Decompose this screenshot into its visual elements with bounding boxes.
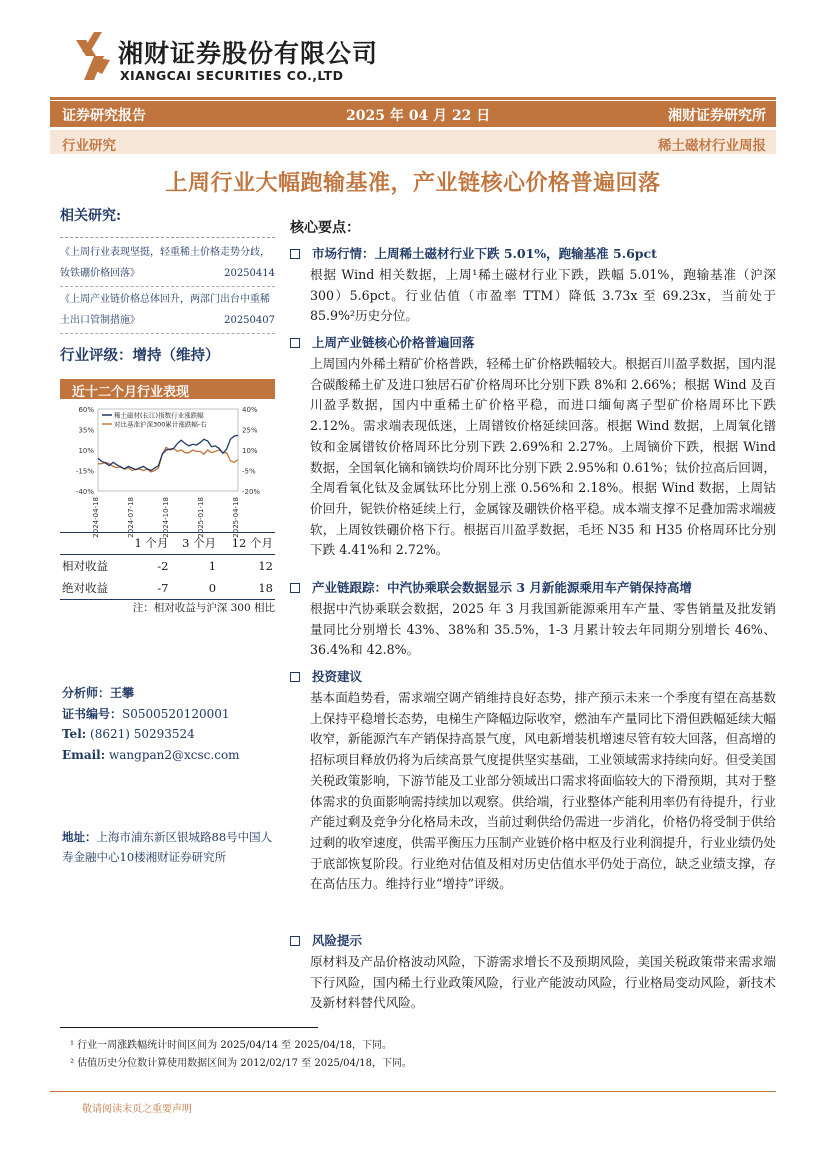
cert-number: S0500520120001	[122, 706, 230, 721]
y-left-tick-label: -15%	[75, 467, 94, 476]
performance-table	[60, 532, 275, 600]
table-cell: -2	[157, 559, 169, 573]
table-cell: 18	[218, 577, 275, 600]
legend-label-benchmark: 对比基准沪深300累计涨跌幅-右	[114, 420, 207, 429]
company-name-cn: 湘财证券股份有限公司	[118, 39, 379, 68]
y-left-tick-label: -40%	[75, 488, 94, 496]
y-left-tick-label: 60%	[78, 406, 94, 414]
footnote-rule	[60, 1027, 318, 1028]
checkbox-icon	[290, 672, 300, 682]
email-label: Email:	[62, 747, 106, 762]
cert-label: 证书编号：	[62, 706, 123, 721]
y-left-tick-label: 35%	[78, 426, 94, 435]
institute-name: 湘财证券研究所	[668, 108, 766, 124]
y-right-tick-label: -5%	[242, 467, 256, 476]
checkbox-icon	[290, 338, 300, 348]
address-label: 地址：	[62, 830, 97, 844]
x-tick-label: 2025-01-18	[197, 497, 205, 538]
y-right-tick-label: 40%	[242, 406, 258, 414]
report-series: 稀土磁材行业周报	[658, 138, 766, 154]
email-address[interactable]: wangpan2@xcsc.com	[109, 747, 240, 762]
table-note: 注：相对收益与沪深 300 相比	[132, 602, 275, 614]
table-cell-label: 绝对收益	[60, 577, 123, 600]
related-item[interactable]	[60, 289, 275, 331]
industry-rating: 行业评级：增持（维持）	[60, 347, 220, 364]
related-item-date: 20250407	[224, 315, 275, 326]
research-category: 行业研究	[62, 138, 116, 154]
footnote: ¹ 行业一周涨跌幅统计时间区间为 2025/04/14 至 2025/04/18，下同。	[70, 1040, 392, 1051]
y-right-tick-label: -20%	[242, 488, 261, 496]
series-line-benchmark	[98, 447, 238, 472]
table-header-row	[60, 533, 275, 555]
y-right-tick-label: 25%	[242, 426, 258, 435]
header-rule	[50, 97, 776, 100]
related-item-date: 20250414	[224, 268, 275, 279]
table-cell: 1	[208, 559, 217, 573]
x-tick-label: 2024-07-18	[127, 497, 135, 538]
report-type: 证券研究报告	[62, 108, 146, 124]
legend-label-industry: 稀土磁材(长江)指数行业涨跌幅	[114, 411, 204, 420]
analyst-info	[62, 683, 277, 765]
related-research-heading: 相关研究:	[60, 208, 122, 224]
analyst-label: 分析师：	[62, 686, 111, 700]
chart-title: 近十二个月行业表现	[60, 379, 275, 399]
table-header-cell: 12 个月	[218, 533, 275, 555]
chart-canvas	[60, 401, 275, 549]
table-cell: -7	[123, 577, 171, 600]
related-item-title: 《上周行业表现坚挺，轻重稀土价格走势分歧，钕铁硼价格回落》	[60, 247, 270, 279]
related-research	[60, 205, 275, 334]
section-body: 根据 Wind 相关数据，上周¹稀土磁材行业下跌，跌幅 5.01%，跑输基准（沪深 300）5.6pct。行业估值（市盈率 TTM）降低 3.73x 至 69.23x，当前处于 85.9%²历史分位。	[310, 267, 776, 324]
company-name-en: XIANGCAI SECURITIES CO.,LTD	[120, 68, 344, 83]
performance-chart	[60, 379, 275, 549]
y-left-tick-label: 10%	[78, 447, 94, 455]
address-block	[62, 828, 277, 867]
footer-rule	[50, 1091, 776, 1092]
footnote: ² 估值历史分位数计算使用数据区间为 2012/02/17 至 2025/04/18，下同。	[70, 1058, 412, 1069]
table-header-cell: 3 个月	[170, 533, 218, 555]
related-item[interactable]	[60, 242, 275, 284]
header-band	[50, 101, 776, 127]
address-text: 上海市浦东新区银城路88号中国人寿金融中心10楼湘财证券研究所	[62, 830, 273, 864]
section-heading: 上周产业链核心价格普遍回落	[290, 333, 475, 351]
table-row	[60, 555, 275, 578]
y-right-tick-label: 10%	[242, 447, 258, 455]
table-header-cell	[60, 533, 123, 555]
section-body: 原材料及产品价格波动风险，下游需求增长不及预期风险，美国关税政策带来需求端下行风险，国内稀土行业政策风险，行业产能波动风险，行业格局变动风险，新技术及新材料替代风险。	[310, 954, 776, 1011]
section-heading: 投资建议	[290, 667, 362, 685]
table-cell: 12	[258, 559, 273, 573]
x-tick-label: 2024-04-18	[92, 497, 100, 538]
tel-label: Tel:	[62, 727, 87, 741]
x-tick-label: 2024-10-18	[162, 497, 170, 538]
section-body: 基本面趋势看，需求端空调产销维持良好态势，排产预示未来一个季度有望在高基数上保持平稳增长态势，电梯生产降幅边际收窄，燃油车产量同比下滑但跌幅延续大幅收窄，新能源汽车产销保持高景气度，风电新增装机增速尽管有较大回落，但高增的招标项目释放仍将为后续高景气度提供坚实基础，工业领域需求持续向好。但受美国关税政策影响，下游节能及工业部分领域出口需求将面临较大的下滑预期，其对于整体需求的负面影响需持续加以观察。供给端，行业整体产能利用率仍有待提升，行业产能过剩及竞争分化格局未改，当前过剩供给仍需进一步消化，价格仍将受制于供给过剩的收窄速度，供需平衡压力压制产业链价格中枢及行业利润提升，行业业绩仍处于底部恢复阶段。行业绝对估值及相对历史估值水平仍处于高位，缺乏业绩支撑，存在高估压力。维持行业“增持”评级。	[310, 690, 776, 892]
footer-disclaimer: 敬请阅读末页之重要声明	[82, 1104, 192, 1115]
core-heading: 核心要点：	[290, 220, 360, 236]
table-header-cell: 1 个月	[123, 533, 171, 555]
section-body: 上周国内外稀土精矿价格普跌，轻稀土矿价格跌幅较大。根据百川盈孚数据，国内混合碳酸稀土矿及进口独居石矿价格周环比分别下跌 8%和 2.66%；根据 Wind 及百川盈孚数据，国内中重稀土矿价格平稳，而进口缅甸离子型矿价格周环比下跌 2.12%。需求端表现低迷，上周镨钕价格延续回落。根据 Wind 数据，上周氧化镨钕和金属镨钕价格周环比分别下跌 2.69%和 2.27%。上周镝价下跌，根据 Wind 数据，全国氧化镝和镝铁均价周环比分别下跌 2.95%和 0.61%；钛价拉高后回调，全周看氧化钛及金属钛环比分别上涨 0.56%和 2.18%。根据 Wind 数据，上周钴价回升，铌铁价格延续上行，金属镓及硼铁价格平稳。成本端支撑不足叠加需求端疲软，上周钕铁硼价格下行。根据百川盈孚数据，毛坯 N35 和 H35 价格周环比分别下跌 4.41%和 2.72%。	[310, 356, 776, 558]
section-heading: 风险提示	[290, 931, 362, 949]
section-heading: 产业链跟踪：中汽协乘联会数据显示 3 月新能源乘用车产销保持高增	[290, 578, 692, 596]
series-line-industry	[98, 435, 238, 470]
table-row	[60, 577, 275, 600]
checkbox-icon	[290, 936, 300, 946]
page-title: 上周行业大幅跑输基准，产业链核心价格普遍回落	[165, 171, 661, 196]
checkbox-icon	[290, 249, 300, 259]
core-points	[290, 217, 776, 237]
company-logo	[72, 30, 392, 90]
x-tick-label: 2025-04-18	[232, 497, 240, 538]
table-cell: 0	[170, 577, 218, 600]
report-date: 2025 年 04 月 22 日	[346, 108, 491, 124]
section-body: 根据中汽协乘联会数据，2025 年 3 月我国新能源乘用车产量、零售销量及批发销量同比分别增长 43%、38%和 35.5%，1-3 月累计较去年同期分别增长 46%、36.4%和 42.8%。	[310, 601, 776, 658]
tel-number: (8621) 50293524	[90, 727, 195, 741]
table-cell-label: 相对收益	[62, 559, 108, 573]
section-heading: 市场行情：上周稀土磁材行业下跌 5.01%，跑输基准 5.6pct	[290, 244, 657, 262]
header-subband	[50, 130, 776, 154]
checkbox-icon	[290, 583, 300, 593]
logo-mark-icon	[72, 30, 114, 82]
related-item-title: 《上周产业链价格总体回升，两部门出台中重稀土出口管制措施》	[60, 294, 270, 326]
analyst-name: 王攀	[110, 686, 135, 700]
